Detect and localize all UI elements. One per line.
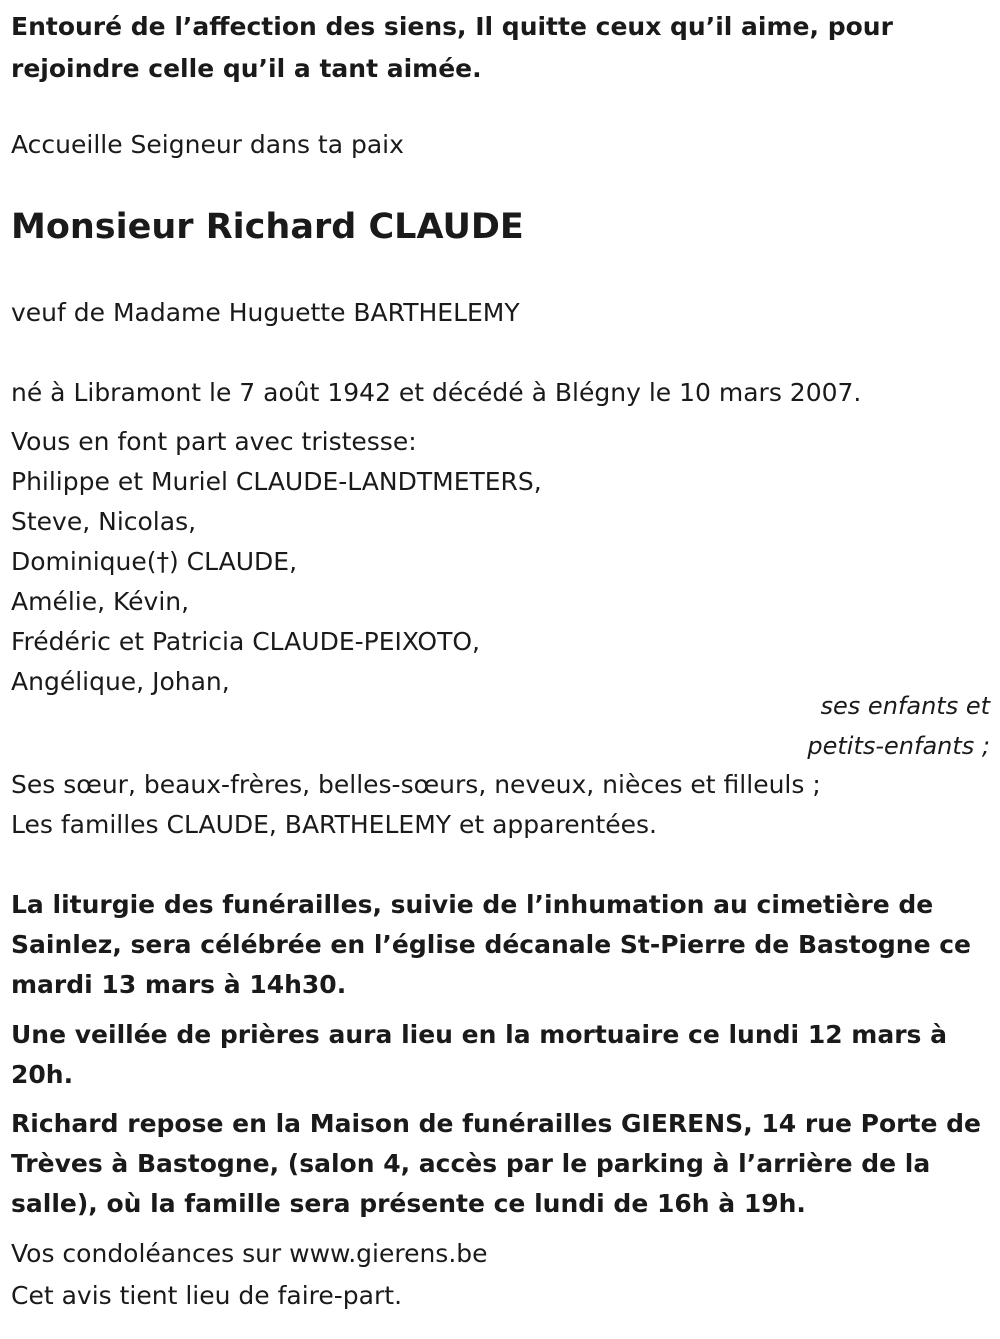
intro-text: Entouré de l’affection des siens, Il quitte ceux qu’il aime, pour rejoindre celle qu’il a tant aimée.: [11, 12, 893, 83]
vigil-paragraph: Une veillée de prières aura lieu en la mortuaire ce lundi 12 mars à 20h.: [11, 1020, 948, 1089]
condolences-line: Vos condoléances sur www.gierens.be: [11, 1239, 488, 1268]
birth-death-line: né à Libramont le 7 août 1942 et décédé à Blégny le 10 mars 2007.: [11, 378, 862, 407]
liturgy-paragraph: La liturgie des funérailles, suivie de l’inhumation au cimetière de Sainlez, sera célébrée en l’église décanale St-Pierre de Bastogne ce mardi 13 mars à 14h30.: [11, 890, 971, 999]
deceased-name: Monsieur Richard CLAUDE: [11, 207, 524, 247]
notice-line: Cet avis tient lieu de faire-part.: [11, 1281, 403, 1310]
relation-line: petits-enfants ;: [807, 732, 990, 760]
families-line: Les familles CLAUDE, BARTHELEMY et apparentées.: [11, 810, 657, 839]
prayer-line: Accueille Seigneur dans ta paix: [11, 130, 404, 159]
family-line: Amélie, Kévin,: [11, 587, 190, 616]
family-line: Dominique(†) CLAUDE,: [11, 547, 298, 576]
rests-paragraph: Richard repose en la Maison de funérailles GIERENS, 14 rue Porte de Trèves à Bastogne, (salon 4, accès par le parking à l’arrière de la salle), où la famille sera présente ce lundi de 16h à 19h.: [11, 1109, 981, 1218]
family-line: Philippe et Muriel CLAUDE-LANDTMETERS,: [11, 467, 542, 496]
widower-line: veuf de Madame Huguette BARTHELEMY: [11, 298, 520, 327]
relation-line: ses enfants et: [820, 692, 990, 720]
family-line: Steve, Nicolas,: [11, 507, 197, 536]
siblings-line: Ses sœur, beaux-frères, belles-sœurs, neveux, nièces et filleuls ;: [11, 770, 821, 799]
family-line: Angélique, Johan,: [11, 667, 230, 696]
announcement-line: Vous en font part avec tristesse:: [11, 427, 417, 456]
family-line: Frédéric et Patricia CLAUDE-PEIXOTO,: [11, 627, 480, 656]
